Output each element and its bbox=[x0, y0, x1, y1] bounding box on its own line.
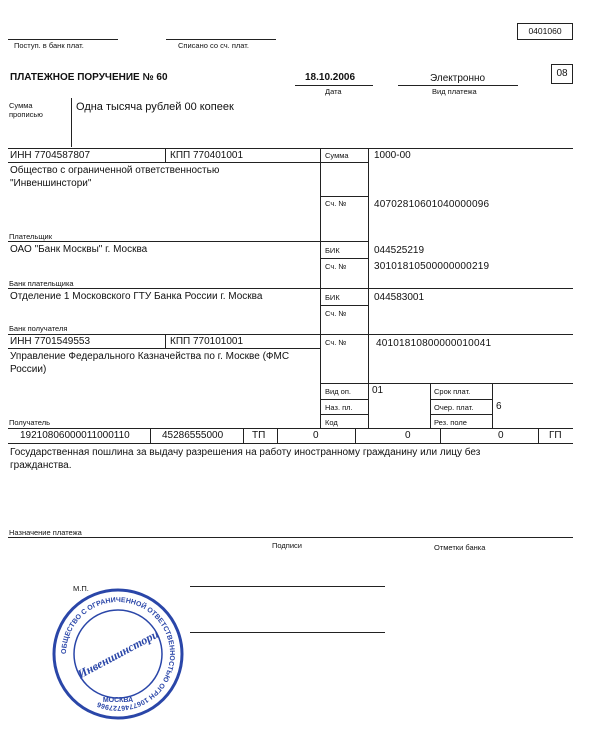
mp-label: М.П. bbox=[73, 584, 89, 593]
recipient-bank-bik-label: БИК bbox=[325, 293, 340, 302]
payer-bank-name: ОАО "Банк Москвы" г. Москва bbox=[10, 244, 148, 255]
date-label: Дата bbox=[325, 87, 342, 96]
hline-details-2b bbox=[430, 399, 492, 400]
budget-doc-no: 0 bbox=[405, 430, 411, 441]
form-code: 0401060 bbox=[528, 26, 562, 36]
vline-details-right bbox=[492, 383, 493, 428]
hline-purpose-bottom bbox=[8, 537, 573, 538]
debited-label: Списано со сч. плат. bbox=[178, 41, 249, 50]
payer-name-2: "Инвеншинстори" bbox=[10, 178, 92, 189]
recipient-name-1: Управление Федерального Казначейства по г. Москве (ФМС bbox=[10, 351, 290, 362]
hline-details-top bbox=[320, 383, 573, 384]
amount-words-value: Одна тысяча рублей 00 копеек bbox=[76, 101, 234, 113]
hline-payer-bank-bik bbox=[320, 258, 368, 259]
reserve-label: Рез. поле bbox=[434, 418, 467, 427]
vline-rec-inn-kpp bbox=[165, 334, 166, 348]
hline-payer-acct bbox=[320, 196, 368, 197]
received-label: Поступ. в банк плат. bbox=[14, 41, 84, 50]
recipient-inn: ИНН 7701549553 bbox=[10, 336, 91, 347]
vline-budget-1 bbox=[150, 428, 151, 443]
form-code-box bbox=[517, 23, 573, 40]
date-line bbox=[295, 85, 373, 86]
budget-period: 0 bbox=[313, 430, 319, 441]
payment-type-label: Вид платежа bbox=[432, 87, 477, 96]
budget-kbk: 19210806000011000110 bbox=[20, 430, 130, 441]
op-type-value: 01 bbox=[372, 385, 384, 396]
budget-basis: ТП bbox=[252, 430, 266, 441]
hline-inn bbox=[8, 148, 573, 149]
vline-budget-2 bbox=[243, 428, 244, 443]
hline-kpp bbox=[8, 162, 320, 163]
payer-kpp: КПП 770401001 bbox=[170, 150, 244, 161]
recipient-bank-label: Банк получателя bbox=[9, 324, 68, 333]
vline-budget-6 bbox=[538, 428, 539, 443]
payer-sum-label: Сумма bbox=[325, 151, 349, 160]
order-label: Очер. плат. bbox=[434, 403, 474, 412]
hline-payer-bank bbox=[8, 241, 368, 242]
hline-details-2 bbox=[320, 399, 368, 400]
payer-bank-account-value: 30101810500000000219 bbox=[374, 261, 490, 272]
debited-line bbox=[166, 39, 276, 40]
recipient-bank-name: Отделение 1 Московского ГТУ Банка России г. Москва bbox=[10, 291, 263, 302]
stamp-center-text: Инвеншинстори bbox=[75, 626, 161, 682]
hline-recipient-bank-bik bbox=[320, 305, 368, 306]
amount-words-label-1: Сумма bbox=[9, 101, 33, 110]
payer-bank-bik-label: БИК bbox=[325, 246, 340, 255]
payment-type: Электронно bbox=[430, 73, 486, 84]
status-code-box bbox=[551, 64, 573, 84]
payer-name-1: Общество с ограниченной ответственностью bbox=[10, 165, 220, 176]
purpose-label: Назначение платежа bbox=[9, 528, 82, 537]
payer-account-value: 40702810601040000096 bbox=[374, 199, 490, 210]
signature-line-2 bbox=[190, 632, 385, 633]
hline-recipient bbox=[8, 334, 573, 335]
payer-account-label: Сч. № bbox=[325, 199, 347, 208]
hline-budget-top bbox=[8, 428, 573, 429]
amount-words-label-2: прописью bbox=[9, 110, 43, 119]
budget-doc-date: 0 bbox=[498, 430, 504, 441]
document-date: 18.10.2006 bbox=[305, 72, 356, 83]
code-label: Код bbox=[325, 418, 338, 427]
purpose-line-2: гражданства. bbox=[10, 460, 72, 471]
op-type-label: Вид оп. bbox=[325, 387, 351, 396]
recipient-kpp: КПП 770101001 bbox=[170, 336, 244, 347]
vline-budget-4 bbox=[355, 428, 356, 443]
recipient-bank-bik-value: 044583001 bbox=[374, 292, 425, 303]
payer-inn: ИНН 7704587807 bbox=[10, 150, 91, 161]
hline-budget-bottom bbox=[8, 443, 573, 444]
company-stamp bbox=[48, 588, 188, 720]
payment-type-line bbox=[398, 85, 518, 86]
budget-okato: 45286555000 bbox=[162, 430, 224, 441]
hline-sum bbox=[320, 162, 368, 163]
hline-details-3 bbox=[320, 414, 368, 415]
received-line bbox=[8, 39, 118, 40]
vline-details-mid bbox=[430, 383, 431, 428]
hline-details-3b bbox=[430, 414, 492, 415]
recipient-account-value: 40101810800000010041 bbox=[376, 338, 492, 349]
hline-recipient-bank bbox=[8, 288, 573, 289]
purpose-code-label: Наз. пл. bbox=[325, 403, 353, 412]
payer-label: Плательщик bbox=[9, 232, 52, 241]
recipient-name-2: России) bbox=[10, 364, 47, 375]
hline-rec-kpp bbox=[8, 348, 320, 349]
payer-bank-label: Банк плательщика bbox=[9, 279, 74, 288]
payer-bank-account-label: Сч. № bbox=[325, 262, 347, 271]
vline-inn-kpp bbox=[165, 148, 166, 162]
document-title: ПЛАТЕЖНОЕ ПОРУЧЕНИЕ № 60 bbox=[10, 72, 168, 83]
status-code: 08 bbox=[556, 68, 568, 79]
term-label: Срок плат. bbox=[434, 387, 471, 396]
vline-budget-3 bbox=[277, 428, 278, 443]
payer-sum-value: 1000-00 bbox=[374, 150, 411, 161]
recipient-account-label: Сч. № bbox=[325, 338, 347, 347]
signatures-label: Подписи bbox=[272, 541, 302, 550]
stamp-svg bbox=[48, 588, 188, 720]
stamp-ring-text: ОБЩЕСТВО С ОГРАНИЧЕННОЙ ОТВЕТСТВЕННОСТЬЮ ОГРН 1067746727966 bbox=[60, 596, 176, 712]
vline-budget-5 bbox=[440, 428, 441, 443]
bank-marks-label: Отметки банка bbox=[434, 543, 486, 552]
purpose-line-1: Государственная пошлина за выдачу разрешения на работу иностранному гражданину или лицу без bbox=[10, 447, 481, 458]
recipient-bank-account-label: Сч. № bbox=[325, 309, 347, 318]
amount-words-vline bbox=[71, 98, 72, 147]
payer-bank-bik-value: 044525219 bbox=[374, 245, 425, 256]
signature-line-1 bbox=[190, 586, 385, 587]
stamp-bottom-text: МОСКВА bbox=[102, 697, 134, 704]
recipient-label: Получатель bbox=[9, 418, 50, 427]
order-value: 6 bbox=[496, 401, 502, 412]
budget-type: ГП bbox=[549, 430, 562, 441]
